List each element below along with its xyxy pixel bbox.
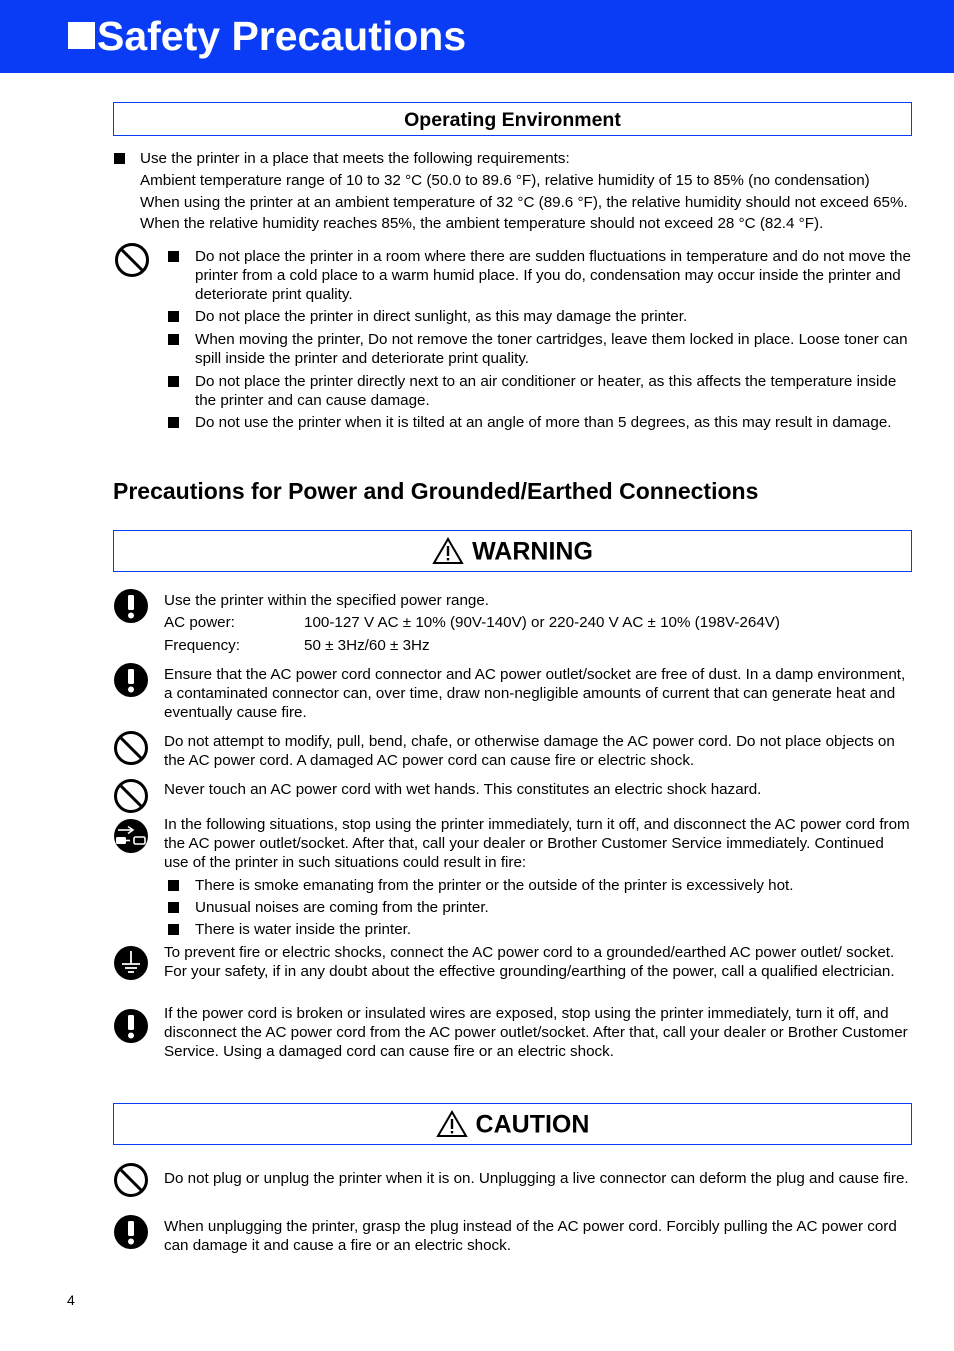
bullet-icon [168,880,179,891]
header-banner [0,0,954,73]
broken-cord-text: If the power cord is broken or insulated wires are exposed, stop using the printer immediately, turn it off, and disconnect the AC power cord from the AC power outlet/socket. After that, call your dealer or Brother Customer Service. Using a damaged cord can cause fire or an electric shock. [164,1005,908,1061]
warning-label: WARNING [472,537,593,566]
caution-box [113,1103,912,1145]
frequency-label: Frequency: [164,637,240,654]
operating-item: Do not place the printer in a room where there are sudden fluctuations in temperature and do not move the printer from a cold place to a warm humid place. If you do, condensation may occur inside the printer and deteriorate print quality. [195,248,911,304]
operating-line-1: Ambient temperature range of 10 to 32 °C (50.0 to 89.6 °F), relative humidity of 15 to 85% (no condensation) [140,172,870,189]
caution-label: CAUTION [475,1110,590,1139]
power-section-heading: Precautions for Power and Grounded/Earthed Connections [113,478,759,504]
mandatory-action-icon [113,1008,149,1044]
dust-warning-text: Ensure that the AC power cord connector and AC power outlet/socket are free of dust. In a damp environment, a contaminated connector can, over time, draw non-negligible amounts of current that can generate heat and eventually cause fire. [164,666,906,722]
title-square-icon [68,22,95,49]
ground-earth-icon [113,945,149,981]
operating-item: Do not place the printer directly next to an air conditioner or heater, as this affects the temperature inside the printer and can cause damage. [195,373,897,410]
page-title-text: Safety Precautions [97,13,467,59]
frequency-value: 50 ± 3Hz/60 ± 3Hz [304,637,430,654]
page-title [68,12,466,60]
page-number: 4 [67,1292,75,1308]
mandatory-action-icon [113,588,149,624]
bullet-icon [168,417,179,428]
warning-triangle-icon [432,537,464,565]
bullet-icon [168,924,179,935]
grounding-text: To prevent fire or electric shocks, connect the AC power cord to a grounded/earthed AC power outlet/ socket. For your safety, if in any doubt about the effective grounding/earthing of the power, call a qualified electrician. [164,944,895,981]
prohibited-icon [114,242,150,278]
bullet-icon [168,376,179,387]
plug-unplug-text: Do not plug or unplug the printer when it is on. Unplugging a live connector can deform the plug and cause fire. [164,1170,909,1187]
operating-item: Do not place the printer in direct sunlight, as this may damage the printer. [195,308,688,325]
bullet-icon [168,334,179,345]
situation-item: There is smoke emanating from the printer or the outside of the printer is excessively hot. [195,877,794,894]
operating-intro: Use the printer in a place that meets the following requirements: [140,150,570,167]
situation-item: There is water inside the printer. [195,921,412,938]
warning-box [113,530,912,572]
unplug-icon [113,818,149,854]
wet-hands-text: Never touch an AC power cord with wet hands. This constitutes an electric shock hazard. [164,781,762,798]
power-range-text: Use the printer within the specified power range. [164,592,490,609]
bullet-icon [168,902,179,913]
power-cord-damage-text: Do not attempt to modify, pull, bend, chafe, or otherwise damage the AC power cord. Do not place objects on the AC power cord. A damaged AC power cord can cause fire or electric shock. [164,733,895,770]
grasp-plug-text: When unplugging the printer, grasp the plug instead of the AC power cord. Forcibly pulling the AC power cord can damage it and cause a fire or an electric shock. [164,1218,897,1255]
mandatory-action-icon [113,1214,149,1250]
situation-item: Unusual noises are coming from the printer. [195,899,489,916]
prohibited-icon [113,730,149,766]
stop-using-text: In the following situations, stop using the printer immediately, turn it off, and disconnect the AC power cord from the AC power outlet/socket. After that, call your dealer or Brother Customer Service immediately. Continued use of the printer in such situations could result in fire: [164,816,910,872]
prohibited-icon [113,778,149,814]
operating-line-2: When using the printer at an ambient temperature of 32 °C (89.6 °F), the relative humidity should not exceed 65%. When the relative humidity reaches 85%, the ambient temperature should not exceed 28 °C (82.4 °F). [140,194,908,232]
ac-power-label: AC power: [164,614,235,631]
bullet-icon [168,251,179,262]
bullet-icon [114,153,125,164]
mandatory-action-icon [113,662,149,698]
bullet-icon [168,311,179,322]
prohibited-icon [113,1162,149,1198]
ac-power-value: 100-127 V AC ± 10% (90V-140V) or 220-240 V AC ± 10% (198V-264V) [304,614,780,631]
caution-triangle-icon [436,1110,468,1138]
operating-item: When moving the printer, Do not remove the toner cartridges, leave them locked in place. Loose toner can spill inside the printer and deteriorate print quality. [195,331,908,368]
operating-item: Do not use the printer when it is tilted at an angle of more than 5 degrees, as this may result in damage. [195,414,892,431]
operating-environment-heading: Operating Environment [404,108,621,131]
operating-environment-heading-box [113,102,912,136]
